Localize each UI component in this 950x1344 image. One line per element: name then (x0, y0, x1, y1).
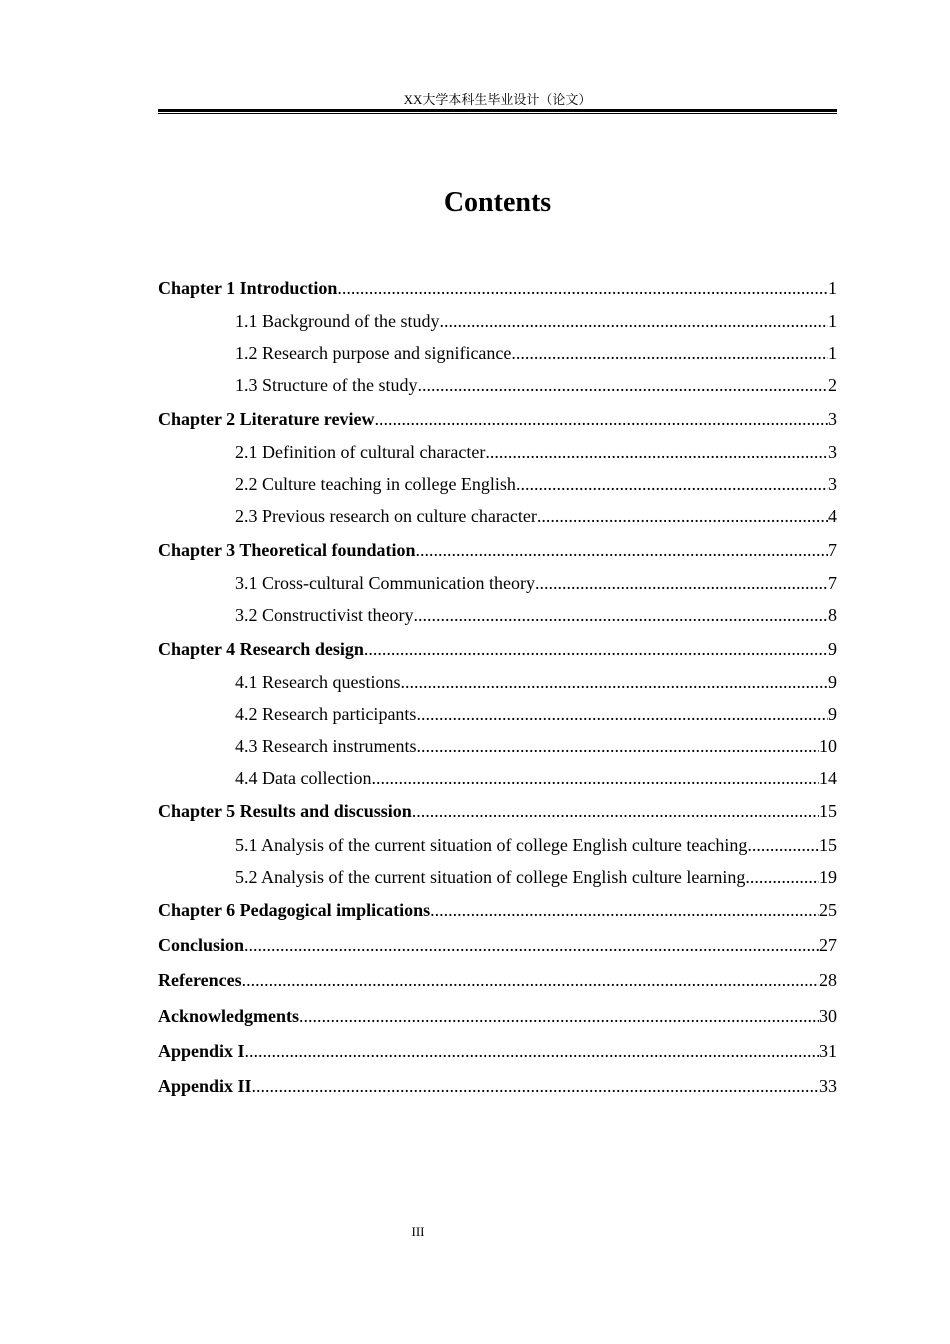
toc-entry-chapter-1[interactable] (158, 277, 837, 299)
toc-entry-page: 8 (828, 605, 837, 625)
dot-leader (747, 834, 819, 856)
dot-leader (745, 866, 819, 888)
toc-entry-conclusion[interactable] (158, 934, 837, 956)
toc-entry-page: 9 (828, 639, 837, 659)
toc-entry-page: 15 (819, 835, 837, 855)
dot-leader (416, 703, 828, 725)
toc-entry-label: Chapter 5 Results and discussion (158, 801, 412, 821)
toc-entry-page: 31 (819, 1041, 837, 1061)
running-header: XX大学本科生毕业设计（论文） (403, 92, 592, 107)
toc-entry-label: 1.1 Background of the study (235, 311, 440, 331)
dot-leader (242, 969, 819, 991)
toc-entry-page: 3 (828, 442, 837, 462)
dot-leader (337, 277, 828, 299)
toc-entry-page: 3 (828, 474, 837, 494)
dot-leader (417, 374, 828, 396)
dot-leader (439, 310, 828, 332)
header-rule-thin (158, 113, 837, 114)
toc-entry-page: 3 (828, 409, 837, 429)
toc-entry-label: 3.1 Cross-cultural Communication theory (235, 573, 535, 593)
toc-entry-page: 2 (828, 375, 837, 395)
dot-leader (252, 1075, 819, 1097)
toc-entry-page: 1 (828, 278, 837, 298)
dot-leader (430, 899, 819, 921)
dot-leader (374, 408, 828, 430)
toc-entry-chapter-2[interactable] (158, 408, 837, 430)
toc-entry-label: 3.2 Constructivist theory (235, 605, 414, 625)
toc-entry-label: Acknowledgments (158, 1006, 300, 1026)
toc-entry-4-3[interactable] (235, 735, 837, 757)
toc-entry-page: 1 (828, 311, 837, 331)
toc-entry-page: 10 (819, 736, 837, 756)
toc-entry-label: 1.2 Research purpose and significance (235, 343, 512, 363)
toc-entry-label: Chapter 6 Pedagogical implications (158, 900, 431, 920)
toc-entry-page: 30 (819, 1006, 837, 1026)
dot-leader (535, 572, 828, 594)
toc-entry-label: 4.1 Research questions (235, 672, 401, 692)
page-number: III (411, 1224, 425, 1239)
toc-entry-label: Chapter 3 Theoretical foundation (158, 540, 416, 560)
toc-entry-chapter-3[interactable] (158, 539, 837, 561)
toc-entry-label: 2.2 Culture teaching in college English (235, 474, 516, 494)
toc-entry-page: 7 (828, 573, 837, 593)
toc-entry-4-2[interactable] (235, 703, 837, 725)
dot-leader (299, 1005, 819, 1027)
toc-entry-4-4[interactable] (235, 767, 837, 789)
toc-entry-page: 33 (819, 1076, 837, 1096)
toc-entry-chapter-5[interactable] (158, 800, 837, 822)
toc-entry-label: Chapter 4 Research design (158, 639, 364, 659)
toc-entry-label: Appendix II (158, 1076, 252, 1096)
dot-leader (412, 800, 819, 822)
dot-leader (416, 735, 819, 757)
toc-entry-page: 14 (819, 768, 837, 788)
toc-entry-appendix-i[interactable] (158, 1040, 837, 1062)
header-rule-thick (158, 109, 837, 112)
toc-entry-page: 15 (819, 801, 837, 821)
toc-entry-page: 7 (828, 540, 837, 560)
dot-leader (511, 342, 828, 364)
toc-entry-label: Conclusion (158, 935, 245, 955)
toc-entry-1-2[interactable] (235, 342, 837, 364)
toc-entry-page: 9 (828, 704, 837, 724)
dot-leader (244, 934, 819, 956)
toc-entry-chapter-4[interactable] (158, 638, 837, 660)
dot-leader (414, 604, 829, 626)
dot-leader (537, 505, 828, 527)
toc-entry-3-1[interactable] (235, 572, 837, 594)
toc-entry-page: 9 (828, 672, 837, 692)
toc-entry-page: 4 (828, 506, 837, 526)
toc-entry-label: References (158, 970, 242, 990)
toc-entry-label: 4.2 Research participants (235, 704, 417, 724)
toc-entry-page: 28 (819, 970, 837, 990)
toc-entry-label: 5.1 Analysis of the current situation of college English culture teaching (235, 835, 748, 855)
toc-entry-page: 25 (819, 900, 837, 920)
toc-entry-label: Chapter 1 Introduction (158, 278, 338, 298)
toc-entry-5-2[interactable] (235, 866, 837, 888)
dot-leader (516, 473, 828, 495)
dot-leader (364, 638, 828, 660)
toc-entry-1-1[interactable] (235, 310, 837, 332)
toc-entry-label: 2.3 Previous research on culture character (235, 506, 537, 526)
dot-leader (245, 1040, 819, 1062)
toc-entry-2-2[interactable] (235, 473, 837, 495)
contents-title: Contents (443, 187, 552, 218)
dot-leader (485, 441, 828, 463)
toc-entry-4-1[interactable] (235, 671, 837, 693)
toc-entry-references[interactable] (158, 969, 837, 991)
toc-entry-label: Appendix I (158, 1041, 245, 1061)
toc-entry-1-3[interactable] (235, 374, 837, 396)
toc-entry-appendix-ii[interactable] (158, 1075, 837, 1097)
toc-entry-2-1[interactable] (235, 441, 837, 463)
toc-entry-label: Chapter 2 Literature review (158, 409, 375, 429)
dot-leader (416, 539, 828, 561)
dot-leader (371, 767, 819, 789)
toc-entry-label: 4.4 Data collection (235, 768, 372, 788)
toc-entry-5-1[interactable] (235, 834, 837, 856)
toc-entry-2-3[interactable] (235, 505, 837, 527)
toc-entry-page: 27 (819, 935, 837, 955)
toc-entry-chapter-6[interactable] (158, 899, 837, 921)
toc-entry-label: 2.1 Definition of cultural character (235, 442, 486, 462)
toc-entry-acknowledgments[interactable] (158, 1005, 837, 1027)
toc-entry-label: 1.3 Structure of the study (235, 375, 418, 395)
toc-entry-label: 5.2 Analysis of the current situation of college English culture learning (235, 867, 746, 887)
toc-entry-label: 4.3 Research instruments (235, 736, 417, 756)
dot-leader (400, 671, 828, 693)
toc-entry-3-2[interactable] (235, 604, 837, 626)
toc-entry-page: 19 (819, 867, 837, 887)
toc-entry-page: 1 (828, 343, 837, 363)
